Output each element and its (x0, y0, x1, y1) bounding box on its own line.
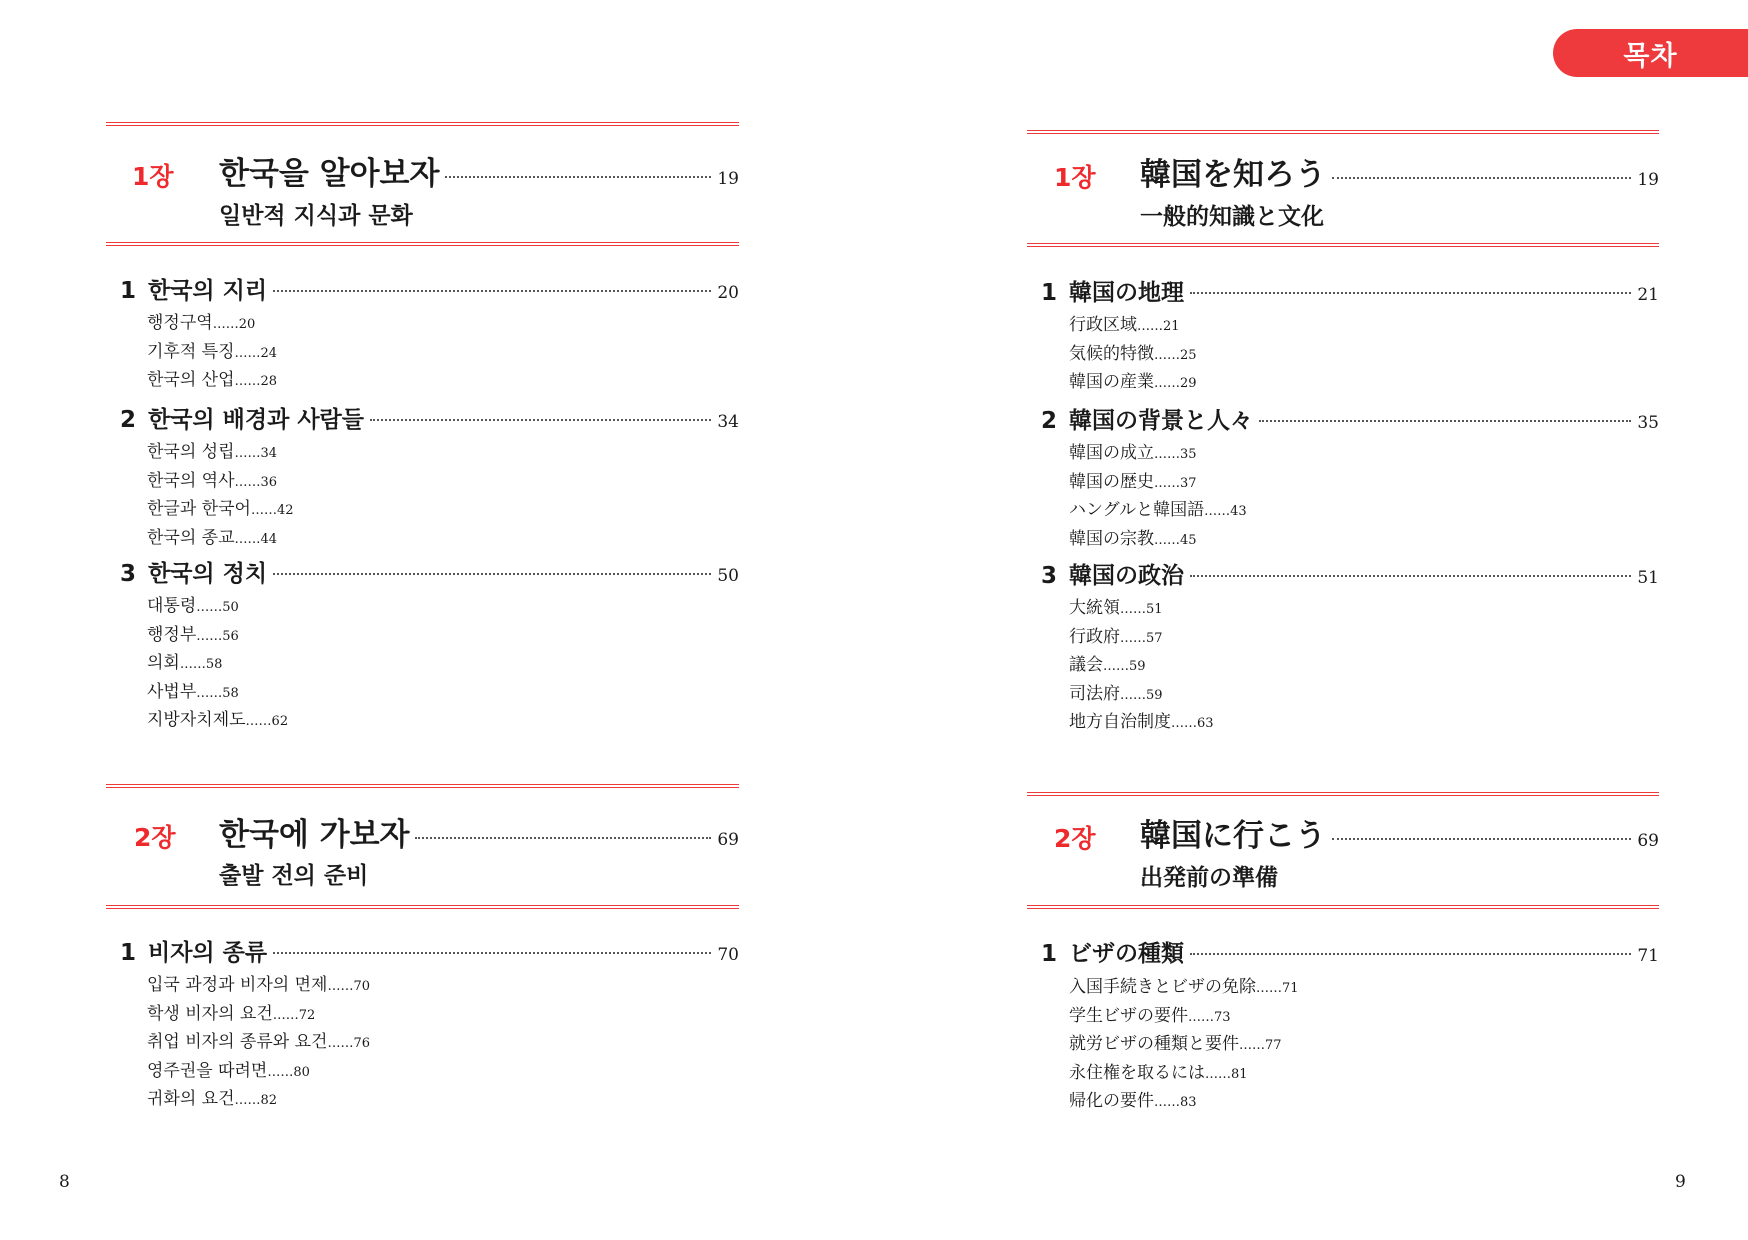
list-item[interactable]: 韓国の宗教……45 (1069, 528, 1197, 549)
toc-section[interactable] (1041, 402, 1659, 435)
list-item[interactable]: 行政府……57 (1069, 626, 1163, 647)
chapter-rule-top (106, 784, 739, 788)
section-number: 2 (1041, 408, 1058, 434)
list-item[interactable]: ハングルと韓国語……43 (1069, 500, 1247, 520)
left-page (59, 0, 739, 1240)
chapter-label: 1장 (132, 162, 174, 191)
list-item[interactable]: 大統領……51 (1069, 598, 1163, 618)
toc-section[interactable] (1041, 557, 1659, 590)
list-item[interactable]: 就労ビザの種類と要件……77 (1069, 1034, 1282, 1054)
list-item[interactable]: 행정구역……20 (147, 313, 256, 333)
page-number: 9 (1675, 1172, 1686, 1192)
item-list (1069, 440, 1247, 554)
chapter-rule-bottom (1027, 243, 1659, 247)
section-page: 34 (717, 412, 739, 432)
chapter-page: 69 (1637, 831, 1659, 851)
item-list (1069, 312, 1197, 398)
list-item[interactable]: 気候的特徴……25 (1069, 343, 1197, 364)
toc-tab: 목차 (1553, 29, 1748, 77)
section-page: 70 (717, 945, 739, 965)
section-number: 1 (1041, 280, 1058, 306)
leader-dots (415, 837, 711, 839)
chapter-subtitle: 一般的知識と文化 (1140, 204, 1324, 230)
toc-section[interactable] (120, 272, 739, 305)
section-page: 21 (1637, 285, 1659, 305)
list-item[interactable]: 帰化の要件……83 (1069, 1091, 1197, 1111)
list-item[interactable]: 韓国の産業……29 (1069, 372, 1197, 392)
section-number: 1 (120, 278, 137, 304)
item-list (147, 593, 288, 736)
section-page: 51 (1637, 568, 1659, 588)
leader-dots (1332, 177, 1631, 179)
toc-section[interactable] (120, 555, 739, 588)
list-item[interactable]: 韓国の成立……35 (1069, 443, 1197, 463)
section-page: 35 (1637, 413, 1659, 433)
section-number: 3 (120, 561, 137, 587)
section-title: 한국의 정치 (148, 561, 268, 587)
list-item[interactable]: 대통령……50 (147, 596, 239, 616)
leader-dots (445, 176, 711, 178)
toc-section[interactable] (120, 401, 739, 434)
list-item[interactable]: 영주권을 따려면……80 (147, 1060, 310, 1081)
list-item[interactable]: 지방자치제도……62 (147, 710, 289, 730)
item-list (147, 310, 277, 396)
leader-dots (1259, 420, 1631, 422)
item-list (1069, 974, 1299, 1117)
chapter-page: 69 (717, 830, 739, 850)
section-title: ビザの種類 (1069, 941, 1184, 967)
section-page: 71 (1637, 946, 1659, 966)
item-list (147, 439, 293, 553)
chapter-title-row[interactable] (219, 148, 739, 193)
chapter-rule-top (1027, 792, 1659, 796)
leader-dots (370, 419, 711, 421)
chapter-title-row[interactable] (1140, 810, 1659, 855)
list-item[interactable]: 永住権を取るには……81 (1069, 1062, 1248, 1083)
chapter-rule-bottom (1027, 905, 1659, 909)
chapter-rule-bottom (106, 242, 739, 246)
chapter-title: 한국에 가보자 (219, 817, 410, 853)
list-item[interactable]: 行政区域……21 (1069, 315, 1180, 335)
list-item[interactable]: 韓国の歴史……37 (1069, 471, 1197, 492)
toc-section[interactable] (1041, 935, 1659, 968)
section-page: 20 (717, 283, 739, 303)
chapter-page: 19 (717, 169, 739, 189)
leader-dots (1190, 953, 1631, 955)
chapter-rule-top (1027, 130, 1659, 134)
chapter-title-row[interactable] (1140, 149, 1659, 194)
list-item[interactable]: 사법부……58 (147, 681, 239, 702)
list-item[interactable]: 행정부……56 (147, 624, 239, 645)
list-item[interactable]: 기후적 특징……24 (147, 341, 278, 362)
leader-dots (273, 952, 711, 954)
list-item[interactable]: 한국의 산업……28 (147, 370, 278, 390)
chapter-page: 19 (1637, 170, 1659, 190)
section-number: 3 (1041, 563, 1058, 589)
item-list (1069, 595, 1214, 738)
chapter-title: 한국을 알아보자 (219, 156, 440, 192)
section-title: 비자의 종류 (148, 940, 268, 966)
list-item[interactable]: 한국의 종교……44 (147, 527, 278, 548)
chapter-label: 2장 (1054, 824, 1096, 853)
leader-dots (273, 290, 711, 292)
list-item[interactable]: 議会……59 (1069, 655, 1146, 675)
section-number: 2 (120, 407, 137, 433)
section-page: 50 (717, 566, 739, 586)
leader-dots (273, 573, 711, 575)
list-item[interactable]: 귀화의 요건……82 (147, 1089, 278, 1109)
section-title: 韓国の背景と人々 (1069, 408, 1253, 434)
section-number: 1 (120, 940, 137, 966)
chapter-rule-top (106, 122, 739, 126)
chapter-rule-bottom (106, 905, 739, 909)
right-page (1027, 0, 1686, 1240)
list-item[interactable]: 入国手続きとビザの免除……71 (1069, 977, 1299, 997)
list-item[interactable]: 한글과 한국어……42 (147, 499, 294, 519)
list-item[interactable]: 취업 비자의 종류와 요건……76 (147, 1032, 370, 1052)
leader-dots (1332, 838, 1631, 840)
leader-dots (1190, 575, 1631, 577)
section-number: 1 (1041, 941, 1058, 967)
section-title: 韓国の政治 (1069, 563, 1184, 589)
chapter-label: 2장 (134, 823, 176, 852)
toc-section[interactable] (120, 934, 739, 967)
page-number: 8 (59, 1172, 70, 1192)
chapter-subtitle: 출발 전의 준비 (219, 863, 369, 889)
list-item[interactable]: 학생 비자의 요건……72 (147, 1003, 316, 1024)
item-list (147, 972, 370, 1115)
list-item[interactable]: 한국의 성립……34 (147, 442, 278, 462)
section-title: 韓国の地理 (1069, 280, 1184, 306)
chapter-title: 韓国に行こう (1140, 818, 1326, 854)
toc-section[interactable] (1041, 274, 1659, 307)
list-item[interactable]: 입국 과정과 비자의 면제……70 (147, 975, 370, 995)
chapter-label: 1장 (1054, 163, 1096, 192)
chapter-subtitle: 일반적 지식과 문화 (219, 203, 413, 229)
leader-dots (1190, 292, 1631, 294)
list-item[interactable]: 司法府……59 (1069, 683, 1163, 704)
list-item[interactable]: 地方自治制度……63 (1069, 712, 1214, 732)
section-title: 한국의 배경과 사람들 (148, 407, 364, 433)
chapter-title: 韓国を知ろう (1140, 157, 1326, 193)
chapter-subtitle: 出発前の準備 (1140, 865, 1278, 891)
list-item[interactable]: 한국의 역사……36 (147, 470, 278, 491)
list-item[interactable]: 의회……58 (147, 653, 223, 673)
section-title: 한국의 지리 (148, 278, 268, 304)
list-item[interactable]: 学生ビザの要件……73 (1069, 1005, 1231, 1026)
chapter-title-row[interactable] (219, 809, 739, 854)
